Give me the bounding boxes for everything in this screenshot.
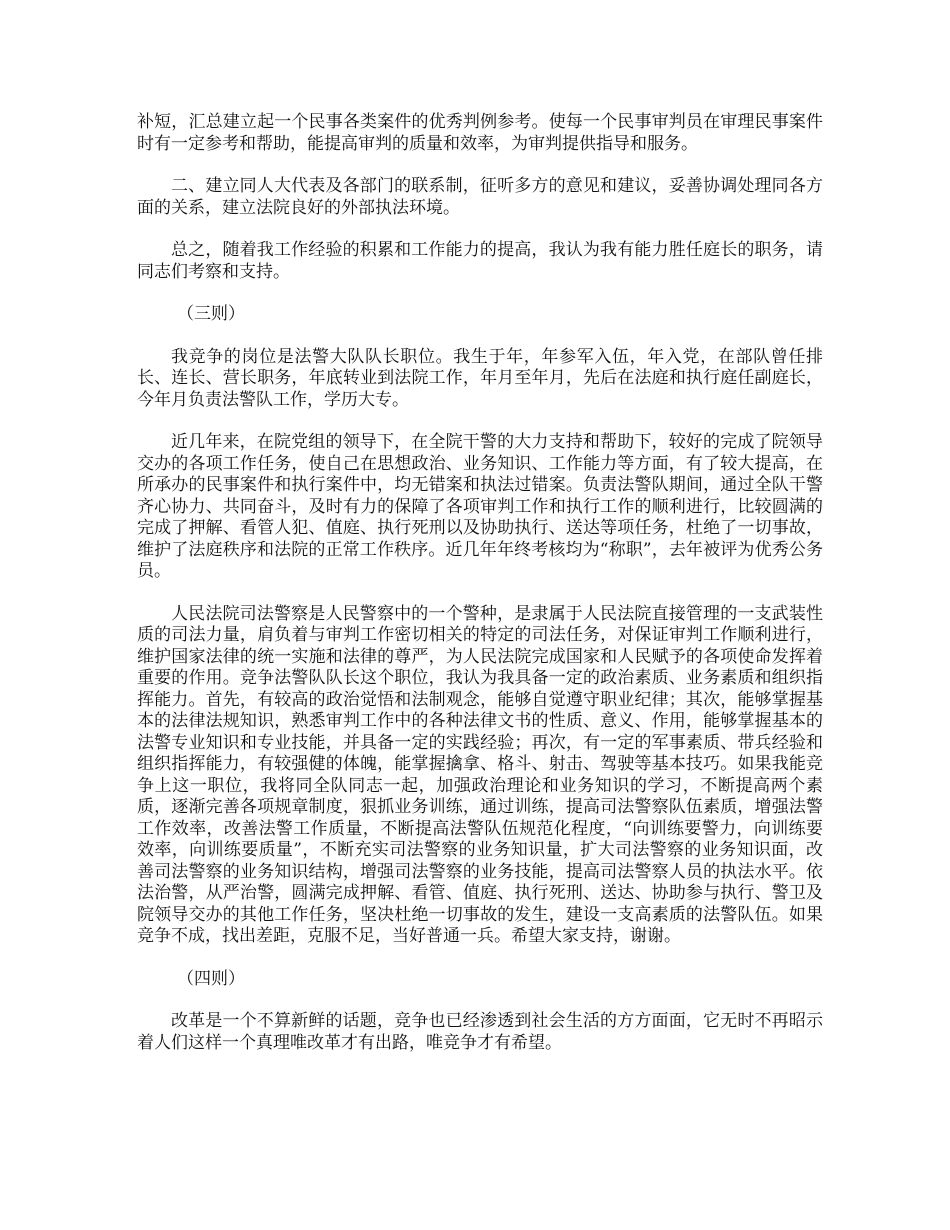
paragraph-reform: 改革是一个不算新鲜的话题，竞争也已经渗透到社会生活的方方面面，它无时不再昭示着人们这样一个真理唯改革才有出路，唯竞争才有希望。 <box>137 1011 823 1053</box>
paragraph-continuation: 补短，汇总建立起一个民事各类案件的优秀判例参考。使每一个民事审判员在审理民事案件时有一定参考和帮助，能提高审判的质量和效率，为审判提供指导和服务。 <box>137 112 823 154</box>
paragraph-liaison-system: 二、建立同人大代表及各部门的联系制，征听多方的意见和建议，妥善协调处理同各方面的关系，建立法院良好的外部执法环境。 <box>137 176 823 218</box>
paragraph-position-intro: 我竞争的岗位是法警大队队长职位。我生于年，年参军入伍，年入党，在部队曾任排长、连长、营长职务，年底转业到法院工作，年月至年月，先后在法庭和执行庭任副庭长，今年月负责法警队工作，学历大专。 <box>137 346 823 410</box>
paragraph-work-record: 近几年来，在院党组的领导下，在全院干警的大力支持和帮助下，较好的完成了院领导交办的各项工作任务，使自己在思想政治、业务知识、工作能力等方面，有了较大提高，在所承办的民事案件和执行案件中，均无错案和执法过错案。负责法警队期间，通过全队干警齐心协力、共同奋斗，及时有力的保障了各项审判工作和执行工作的顺利进行，比较圆满的完成了押解、看管人犯、值庭、执行死刑以及协助执行、送达等项任务，杜绝了一切事故，维护了法庭秩序和法院的正常工作秩序。近几年年终考核均为“称职”，去年被评为优秀公务员。 <box>137 432 823 581</box>
paragraph-judicial-police: 人民法院司法警察是人民警察中的一个警种，是隶属于人民法院直接管理的一支武装性质的司法力量，肩负着与审判工作密切相关的特定的司法任务，对保证审判工作顺利进行，维护国家法律的统一实施和法律的尊严，为人民法院完成国家和人民赋予的各项使命发挥着重要的作用。竞争法警队队长这个职位，我认为我具备一定的政治素质、业务素质和组织指挥能力。首先，有较高的政治觉悟和法制观念，能够自觉遵守职业纪律；其次，能够掌握基本的法律法规知识，熟悉审判工作中的各种法律文书的性质、意义、作用，能够掌握基本的法警专业知识和专业技能，并具备一定的实践经验；再次，有一定的军事素质、带兵经验和组织指挥能力，有较强健的体魄，能掌握擒拿、格斗、射击、驾驶等基本技巧。如果我能竞争上这一职位，我将同全队同志一起，加强政治理论和业务知识的学习，不断提高两个素质，逐渐完善各项规章制度，狠抓业务训练，通过训练，提高司法警察队伍素质，增强法警工作效率，改善法警工作质量，不断提高法警队伍规范化程度，“向训练要警力，向训练要效率，向训练要质量”，不断充实司法警察的业务知识量，扩大司法警察的业务知识面，改善司法警察的业务知识结构，增强司法警察的业务技能，提高司法警察人员的执法水平。依法治警，从严治警，圆满完成押解、看管、值庭、执行死刑、送达、协助参与执行、警卫及院领导交办的其他工作任务，坚决杜绝一切事故的发生，建设一支高素质的法警队伍。如果竞争不成，找出差距，克服不足，当好普通一兵。希望大家支持，谢谢。 <box>137 603 823 946</box>
paragraph-conclusion: 总之，随着我工作经验的积累和工作能力的提高，我认为我有能力胜任庭长的职务，请同志们考察和支持。 <box>137 240 823 282</box>
section-heading-three: （三则） <box>177 304 245 324</box>
document-body <box>137 112 823 1075</box>
section-heading-four: （四则） <box>177 968 245 989</box>
